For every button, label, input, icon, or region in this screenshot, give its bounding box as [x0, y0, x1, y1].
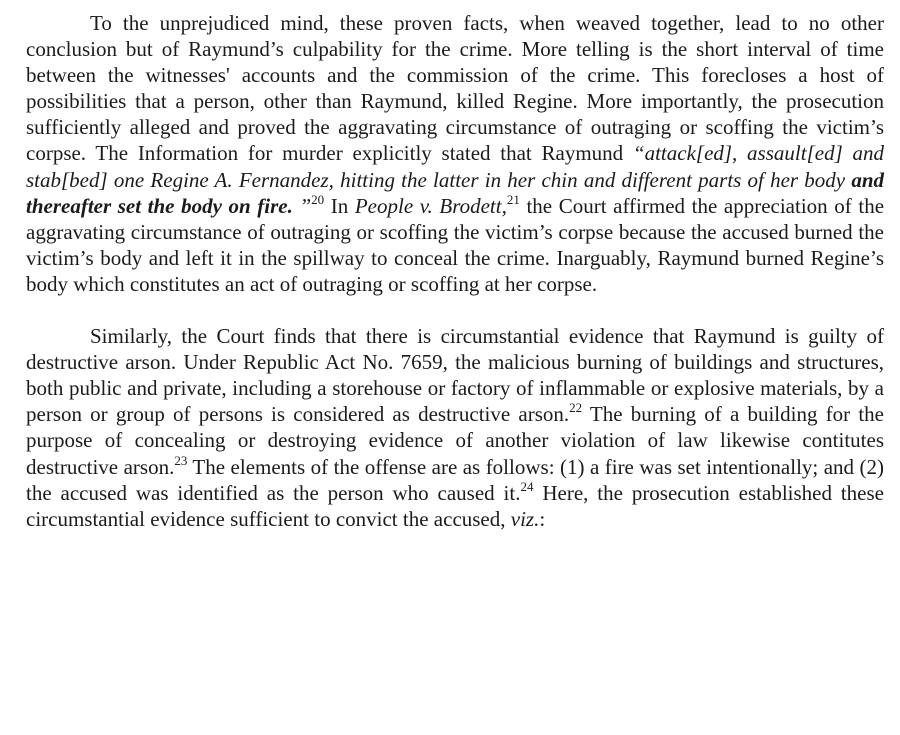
footnote-ref-22: 22: [569, 400, 583, 416]
paragraph-destructive-arson: [26, 323, 884, 532]
footnote-ref-23: 23: [174, 452, 188, 468]
p1-text-in: In: [324, 193, 355, 218]
p1-information-quote-emphasis: and thereafter set the body on fire.: [26, 167, 884, 218]
p2-text-concealing: The burning of a building for the purpose of concealing or destroying evidence of another violation of law likewise contitutes destructive arson.: [26, 402, 884, 479]
p2-text-opening: Similarly, the Court finds that there is circumstantial evidence that Raymund is guilty of destructive arson. Under Republic Act No. 7659, the malicious burning of buildings and structures, both public and private, including a storehouse or factory of inflammable or explosive materials, by a person or group of persons is considered as destructive arson.: [26, 324, 884, 427]
p1-information-quote: “attack[ed], assault[ed] and stab[bed] one Regine A. Fernandez, hitting the latter in her chin and different parts of her body: [26, 141, 884, 192]
footnote-ref-21: 21: [506, 191, 520, 207]
p2-colon: :: [539, 506, 546, 531]
footnote-ref-24: 24: [520, 478, 534, 494]
p2-text-prosecution: Here, the prosecution established these circumstantial evidence sufficient to convict the accused,: [26, 480, 884, 531]
footnote-ref-20: 20: [311, 191, 325, 207]
case-citation-brodett: People v. Brodett,: [354, 193, 507, 218]
p1-quote-close: ”: [292, 193, 312, 218]
p2-viz: viz.: [510, 506, 540, 531]
p1-text-opening: To the unprejudiced mind, these proven facts, when weaved together, lead to no other conclusion but of Raymund’s culpability for the crime. More telling is the short interval of time between the witnesses' accounts and the commission of the crime. This forecloses a host of possibilities that a person, other than Raymund, killed Regine. More importantly, the prosecution sufficiently alleged and proved the aggravating circumstance of outraging or scoffing the victim’s corpse. The Information for murder explicitly stated that Raymund: [26, 11, 884, 166]
document-page: [26, 10, 884, 532]
paragraph-culpability: [26, 10, 884, 297]
p1-text-closing: the Court affirmed the appreciation of the aggravating circumstance of outraging or scoffing the victim’s corpse because the accused burned the victim’s body and left it in the spillway to conceal the crime. Inarguably, Raymund burned Regine’s body which constitutes an act of outraging or scoffing at her corpse.: [26, 193, 885, 296]
p2-text-elements: The elements of the offense are as follows: (1) a fire was set intentionally; and (2) the accused was identified as the person who caused it.: [26, 454, 884, 505]
